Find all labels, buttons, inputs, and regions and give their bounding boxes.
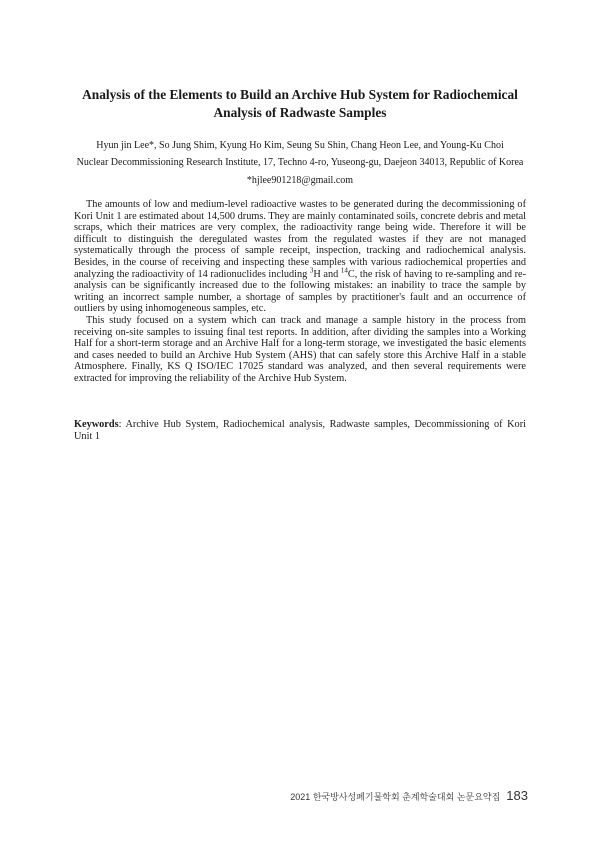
- corresponding-email: *hjlee901218@gmail.com: [246, 175, 354, 186]
- footer-journal-title: 2021 한국방사성폐기물학회 춘계학술대회 논문요약집: [290, 792, 501, 802]
- abstract-paragraph-2: This study focused on a system which can track and manage a sample history in the process from receiving on-site samples to issuing final test reports. In addition, after dividing the samples into a Working Half for a short-term storage and an Archive Half for a long-term storage, we investigated the basic elements and cases needed to build an Archive Hub System (AHS) that can safely store this Archive Half in a stable Atmosphere. Finally, KS Q ISO/IEC 17025 standard was analyzed, and then several requirements were extracted for improving the reliability of the Archive Hub System.: [74, 314, 526, 384]
- affiliation: Nuclear Decommissioning Research Institute, 17, Techno 4-ro, Yuseong-gu, Daejeon 34013, Republic of Korea: [76, 157, 524, 168]
- keywords-section: [74, 419, 526, 443]
- keywords-label: Keywords: [74, 419, 119, 430]
- abstract-paragraph-1: [74, 199, 526, 315]
- author-list: Hyun jin Lee*, So Jung Shim, Kyung Ho Kim, Seung Su Shin, Chang Heon Lee, and Young-Ku Choi: [96, 140, 504, 151]
- page-footer: [290, 788, 528, 803]
- superscript-14: 14: [340, 266, 348, 275]
- abstract-body: [74, 199, 526, 385]
- abstract-p1-text-b: H and: [313, 268, 341, 280]
- abstract-p1-text-c: C, the risk of having to re-sampling and re-analysis can be significantly increased due to the following mistakes: an inability to trace the sample by writing an incorrect sample number, a shortage of samples by practitioner's fault and an occurrence of outliers by using inhomogeneous samples, etc.: [74, 268, 527, 315]
- keywords-text: : Archive Hub System, Radiochemical analysis, Radwaste samples, Decommissioning of Kori Unit 1: [74, 419, 526, 442]
- superscript-3: 3: [309, 266, 314, 275]
- abstract-p1-text-a: The amounts of low and medium-level radioactive wastes to be generated during the decommissioning of Kori Unit 1 are estimated about 14,500 drums. They are mainly contaminated soils, concrete debris and metal scraps, which their matrices are very complex, the radioactivity range being wide. Therefore it will be difficult to distinguish the deregulated wastes from the regulated wastes if they are not managed systematically through the process of sample receipt, inspection, tracking and radiochemical analysis. Besides, in the course of receiving and inspecting these samples with various radiochemical properties and analyzing the radioactivity of 14 radionuclides including: [74, 199, 526, 280]
- paper-title: Analysis of the Elements to Build an Archive Hub System for Radiochemical Analysis of Radwaste Samples: [82, 87, 518, 120]
- page-number: 183: [506, 788, 528, 803]
